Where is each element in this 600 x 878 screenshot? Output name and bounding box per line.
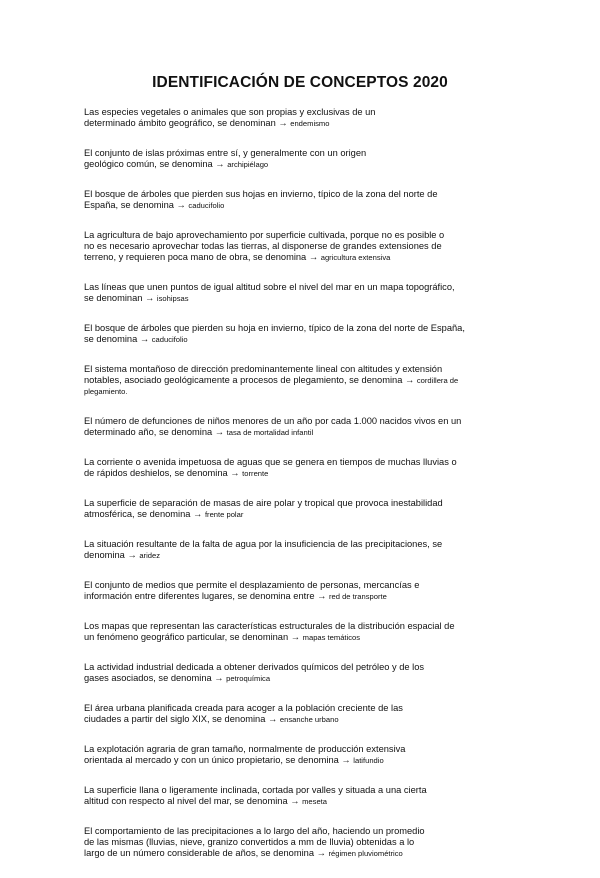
concept-line	[84, 591, 524, 602]
concept-item	[84, 148, 524, 170]
concept-text: El área urbana planificada creada para acoger a la población creciente de las	[84, 703, 403, 713]
concept-answer: mapas temáticos	[302, 633, 361, 642]
concept-text: La explotación agraria de gran tamaño, normalmente de producción extensiva	[84, 744, 406, 754]
concept-text: ciudades a partir del siglo XIX, se denomina	[84, 714, 266, 724]
concept-text: un fenómeno geográfico particular, se denominan	[84, 632, 289, 642]
concept-answer-continuation: plegamiento.	[84, 387, 128, 396]
arrow-icon: →	[317, 591, 327, 601]
arrow-icon: →	[404, 375, 415, 385]
concept-line	[84, 323, 524, 334]
concept-text: no es necesario aprovechar todas las tierras, al disponerse de grandes extensiones de	[84, 241, 442, 251]
concept-item	[84, 323, 524, 345]
concept-answer: isohipsas	[156, 294, 189, 303]
concept-item	[84, 189, 524, 211]
arrow-icon: →	[127, 550, 137, 560]
concept-line	[84, 230, 524, 241]
concept-item	[84, 539, 524, 561]
concept-answer: tasa de mortalidad infantil	[226, 428, 314, 437]
concept-text: de las mismas (lluvias, nieve, granizo convertidos a mm de lluvia) obtenidas a lo	[84, 837, 415, 847]
concept-line	[84, 673, 524, 684]
concept-line	[84, 621, 524, 632]
concept-text: notables, asociado geológicamente a procesos de plegamiento, se denomina	[84, 375, 403, 385]
concept-answer: ensanche urbano	[279, 715, 339, 724]
concept-line	[84, 375, 524, 386]
concept-answer: petroquímica	[226, 674, 271, 683]
concept-text: La corriente o avenida impetuosa de aguas que se genera en tiempos de muchas lluvias o	[84, 457, 457, 467]
concept-text: Las especies vegetales o animales que son propias y exclusivas de un	[84, 107, 376, 117]
concept-item	[84, 621, 524, 643]
concept-answer: meseta	[302, 797, 328, 806]
concept-line	[84, 468, 524, 479]
concept-line	[84, 848, 524, 859]
concept-item	[84, 282, 524, 304]
concept-text: determinado ámbito geográfico, se denominan	[84, 118, 276, 128]
concept-line	[84, 550, 524, 561]
concept-line	[84, 427, 524, 438]
concept-list	[84, 107, 524, 878]
concept-line	[84, 703, 524, 714]
concept-line	[84, 189, 524, 200]
arrow-icon: →	[214, 673, 224, 683]
concept-text: El comportamiento de las precipitaciones a lo largo del año, haciendo un promedio	[84, 826, 425, 836]
concept-line	[84, 282, 524, 293]
arrow-icon: →	[290, 632, 301, 642]
arrow-icon: →	[341, 755, 351, 765]
arrow-icon: →	[215, 159, 225, 169]
arrow-icon: →	[214, 427, 225, 437]
concept-text: de rápidos deshielos, se denomina	[84, 468, 228, 478]
concept-line	[84, 662, 524, 673]
concept-answer: endemismo	[290, 119, 330, 128]
concept-item	[84, 416, 524, 438]
concept-text: largo de un número considerable de años, se denomina	[84, 848, 314, 858]
concept-text: orientada al mercado y con un único propietario, se denomina	[84, 755, 339, 765]
concept-text: Las líneas que unen puntos de igual altitud sobre el nivel del mar en un mapa topográfico,	[84, 282, 455, 292]
concept-text: El número de defunciones de niños menores de un año por cada 1.000 nacidos vivos en un	[84, 416, 462, 426]
concept-text: información entre diferentes lugares, se denomina entre	[84, 591, 315, 601]
concept-text: El bosque de árboles que pierden su hoja en invierno, típico de la zona del norte de España,	[84, 323, 465, 333]
arrow-icon: →	[176, 200, 186, 210]
concept-answer: cordillera de	[416, 376, 459, 385]
concept-text: El conjunto de islas próximas entre sí, y generalmente con un origen	[84, 148, 367, 158]
concept-item	[84, 826, 524, 859]
concept-text: gases asociados, se denomina	[84, 673, 212, 683]
concept-item	[84, 457, 524, 479]
concept-line	[84, 107, 524, 118]
concept-text: La situación resultante de la falta de agua por la insuficiencia de las precipitaciones, se	[84, 539, 443, 549]
concept-line	[84, 498, 524, 509]
concept-text: se denominan	[84, 293, 143, 303]
concept-text: La actividad industrial dedicada a obtener derivados químicos del petróleo y de los	[84, 662, 425, 672]
concept-line	[84, 334, 524, 345]
concept-line	[84, 118, 524, 129]
concept-text: El bosque de árboles que pierden sus hojas en invierno, típico de la zona del norte de	[84, 189, 438, 199]
concept-item	[84, 498, 524, 520]
concept-line	[84, 826, 524, 837]
concept-item	[84, 580, 524, 602]
concept-answer: régimen pluviométrico	[328, 849, 403, 858]
concept-item	[84, 703, 524, 725]
concept-answer: red de transporte	[328, 592, 387, 601]
arrow-icon: →	[316, 848, 326, 858]
arrow-icon: →	[230, 468, 240, 478]
concept-line	[84, 632, 524, 643]
arrow-icon: →	[145, 293, 155, 303]
concept-text: terreno, y requieren poca mano de obra, se denomina	[84, 252, 307, 262]
concept-text: La superficie de separación de masas de aire polar y tropical que provoca inestabilidad	[84, 498, 443, 508]
concept-item	[84, 107, 524, 129]
concept-line	[84, 293, 524, 304]
concept-text: denomina	[84, 550, 125, 560]
concept-item	[84, 662, 524, 684]
concept-text: España, se denomina	[84, 200, 174, 210]
concept-item	[84, 744, 524, 766]
concept-text: La superficie llana o ligeramente inclinada, cortada por valles y situada a una cierta	[84, 785, 427, 795]
concept-answer: caducifolio	[188, 201, 225, 210]
concept-line	[84, 252, 524, 263]
concept-line	[84, 539, 524, 550]
concept-answer: torrente	[242, 469, 269, 478]
concept-line	[84, 159, 524, 170]
concept-text: geológico común, se denomina	[84, 159, 213, 169]
concept-line	[84, 755, 524, 766]
concept-line	[84, 796, 524, 807]
concept-answer: agricultura extensiva	[320, 253, 391, 262]
concept-line	[84, 580, 524, 591]
concept-line	[84, 241, 524, 252]
arrow-icon: →	[139, 334, 150, 344]
concept-text: altitud con respecto al nivel del mar, se denomina	[84, 796, 288, 806]
concept-line	[84, 148, 524, 159]
concept-text: La agricultura de bajo aprovechamiento por superficie cultivada, porque no es posible o	[84, 230, 445, 240]
page-title: IDENTIFICACIÓN DE CONCEPTOS 2020	[152, 74, 448, 91]
concept-text: determinado año, se denomina	[84, 427, 213, 437]
concept-item	[84, 230, 524, 263]
concept-answer: caducifolio	[151, 335, 188, 344]
concept-line	[84, 457, 524, 468]
arrow-icon: →	[308, 252, 319, 262]
arrow-icon: →	[278, 118, 288, 128]
concept-answer: latifundio	[353, 756, 384, 765]
arrow-icon: →	[193, 509, 203, 519]
concept-answer: aridez	[139, 551, 161, 560]
concept-answer: archipiélago	[227, 160, 269, 169]
concept-line	[84, 744, 524, 755]
concept-item	[84, 364, 524, 397]
concept-text: atmosférica, se denomina	[84, 509, 191, 519]
concept-line	[84, 714, 524, 725]
concept-line	[84, 837, 524, 848]
concept-text: El sistema montañoso de dirección predominantemente lineal con altitudes y extensión	[84, 364, 443, 374]
concept-text: se denomina	[84, 334, 138, 344]
concept-answer: frente polar	[204, 510, 244, 519]
concept-line	[84, 509, 524, 520]
concept-text: El conjunto de medios que permite el desplazamiento de personas, mercancías e	[84, 580, 420, 590]
arrow-icon: →	[268, 714, 278, 724]
concept-text: Los mapas que representan las características estructurales de la distribución espacial de	[84, 621, 455, 631]
concept-line	[84, 785, 524, 796]
concept-line	[84, 364, 524, 375]
concept-line	[84, 416, 524, 427]
arrow-icon: →	[290, 796, 300, 806]
concept-item	[84, 785, 524, 807]
concept-line	[84, 200, 524, 211]
